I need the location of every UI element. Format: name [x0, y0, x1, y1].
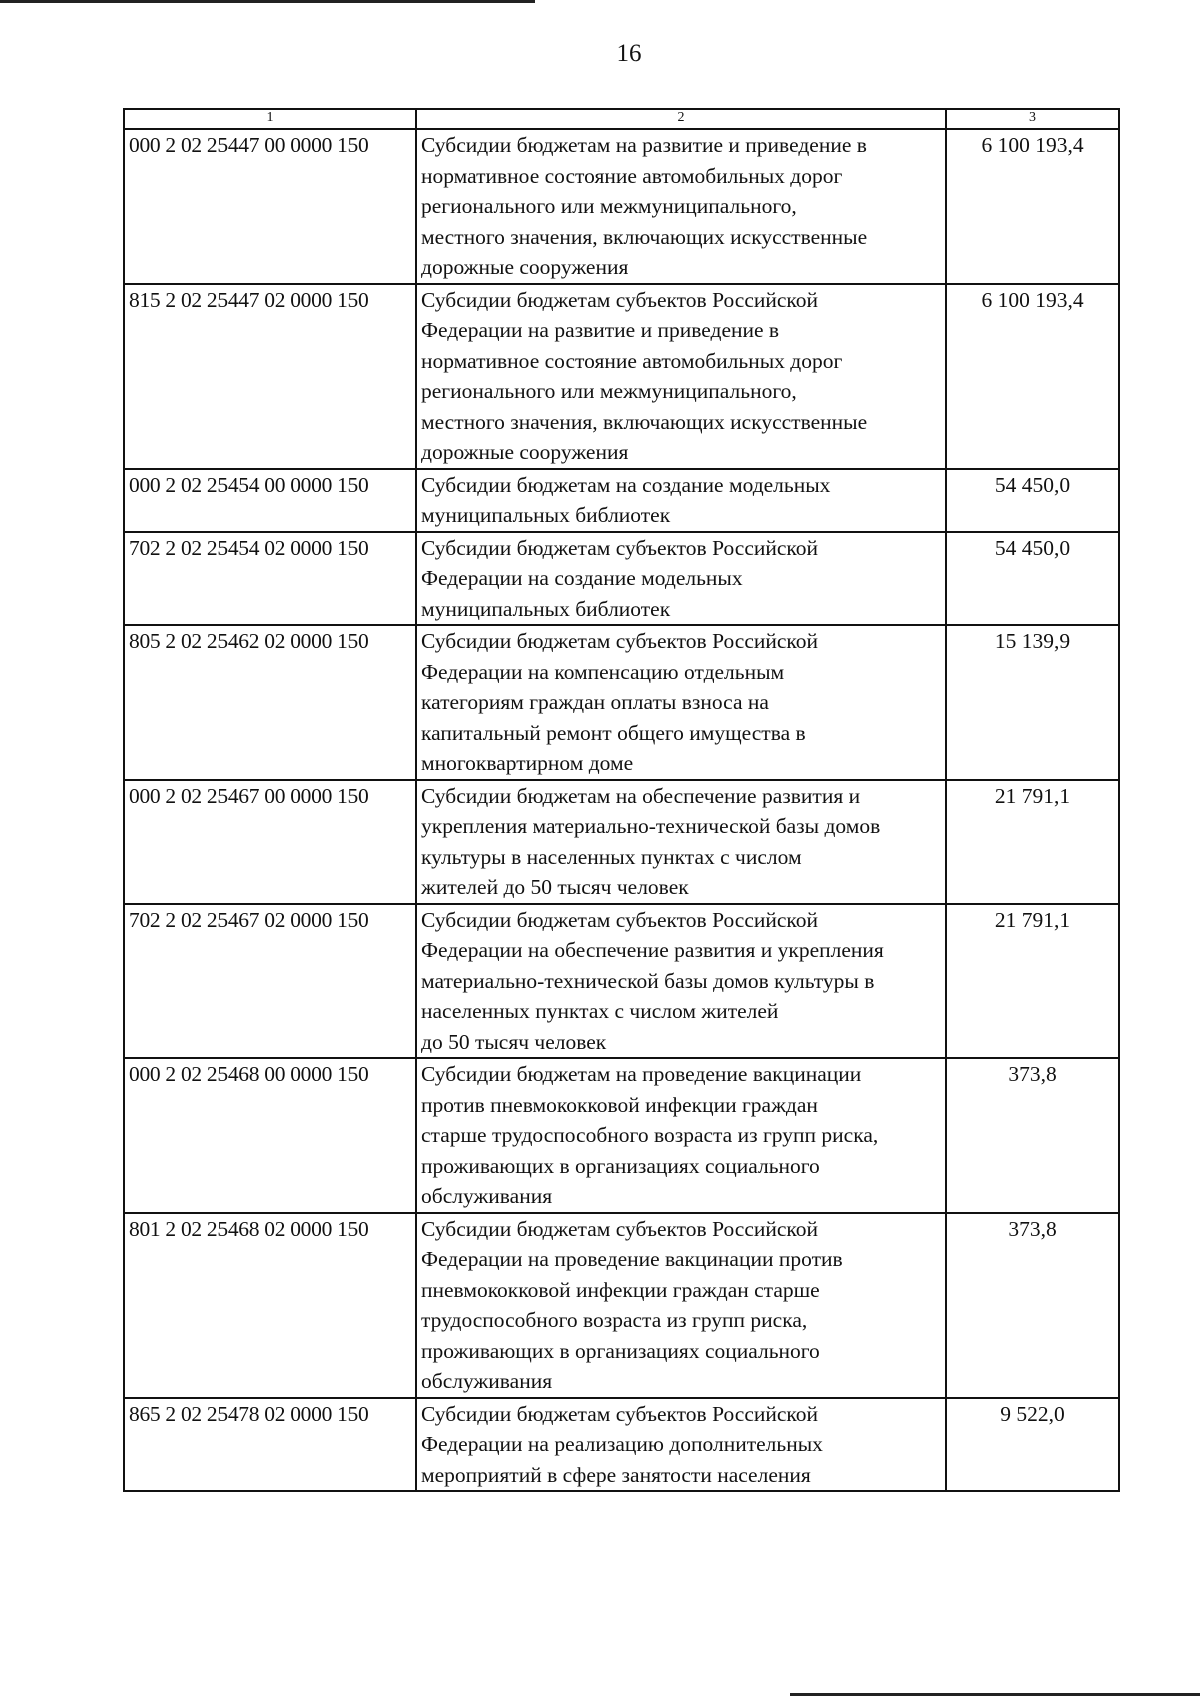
description-line: Субсидии бюджетам субъектов Российской: [421, 1216, 819, 1241]
table-row: [124, 284, 1119, 469]
description-line: Федерации на обеспечение развития и укрепления: [421, 938, 884, 962]
description-line: Субсидии бюджетам на создание модельных: [421, 472, 831, 497]
description-line: населенных пунктах с числом жителей: [421, 999, 779, 1023]
amount-cell: 15 139,9: [946, 625, 1119, 780]
table-row: [124, 129, 1119, 284]
description-cell: [416, 532, 946, 626]
amount-cell: 6 100 193,4: [946, 129, 1119, 284]
description-line: местного значения, включающих искусственные: [421, 409, 868, 434]
budget-code-cell: 801 2 02 25468 02 0000 150: [124, 1213, 416, 1398]
amount-cell: 54 450,0: [946, 469, 1119, 532]
description-line: регионального или межмуниципального,: [421, 379, 797, 403]
budget-code-cell: 815 2 02 25447 02 0000 150: [124, 284, 416, 469]
description-line: нормативное состояние автомобильных дорог: [421, 163, 843, 188]
amount-cell: 9 522,0: [946, 1398, 1119, 1492]
description-line: Федерации на проведение вакцинации против: [421, 1247, 843, 1271]
description-line: трудоспособного возраста из групп риска,: [421, 1308, 808, 1332]
description-line: Федерации на реализацию дополнительных: [421, 1432, 823, 1456]
amount-cell: 21 791,1: [946, 780, 1119, 904]
description-line: пневмококковой инфекции граждан старше: [421, 1277, 820, 1302]
description-line: мероприятий в сфере занятости населения: [421, 1462, 811, 1487]
budget-code-cell: 805 2 02 25462 02 0000 150: [124, 625, 416, 780]
description-line: Субсидии бюджетам на обеспечение развития и: [421, 783, 861, 808]
amount-cell: 54 450,0: [946, 532, 1119, 626]
description-line: Субсидии бюджетам субъектов Российской: [421, 1401, 819, 1426]
description-line: Субсидии бюджетам на развитие и приведение в: [421, 133, 867, 157]
description-line: материально-технической базы домов культуры в: [421, 968, 875, 993]
description-line: муниципальных библиотек: [421, 596, 671, 621]
description-line: жителей до 50 тысяч человек: [421, 875, 689, 899]
table-row: [124, 1213, 1119, 1398]
description-line: обслуживания: [421, 1369, 553, 1393]
description-line: дорожные сооружения: [421, 440, 629, 464]
table-body: [124, 129, 1119, 1491]
description-line: старше трудоспособного возраста из групп риска,: [421, 1123, 879, 1147]
budget-code-cell: 702 2 02 25467 02 0000 150: [124, 904, 416, 1059]
budget-code-cell: 000 2 02 25454 00 0000 150: [124, 469, 416, 532]
budget-code-cell: 000 2 02 25447 00 0000 150: [124, 129, 416, 284]
description-line: капитальный ремонт общего имущества в: [421, 720, 806, 745]
description-line: Федерации на создание модельных: [421, 566, 743, 590]
description-cell: [416, 469, 946, 532]
description-line: обслуживания: [421, 1184, 553, 1208]
column-header-amount: 3: [946, 109, 1119, 129]
description-line: местного значения, включающих искусственные: [421, 224, 868, 249]
budget-code-cell: 000 2 02 25467 00 0000 150: [124, 780, 416, 904]
description-line: проживающих в организациях социального: [421, 1338, 820, 1363]
description-line: Субсидии бюджетам на проведение вакцинации: [421, 1062, 862, 1086]
budget-code-cell: 702 2 02 25454 02 0000 150: [124, 532, 416, 626]
description-cell: [416, 129, 946, 284]
description-cell: [416, 284, 946, 469]
scan-edge-top: [0, 0, 535, 3]
description-line: Субсидии бюджетам субъектов Российской: [421, 907, 819, 932]
table-row: [124, 1398, 1119, 1492]
column-header-description: 2: [416, 109, 946, 129]
description-line: против пневмококковой инфекции граждан: [421, 1092, 818, 1117]
description-line: муниципальных библиотек: [421, 503, 671, 527]
description-line: Федерации на компенсацию отдельным: [421, 659, 785, 684]
description-line: Субсидии бюджетам субъектов Российской: [421, 629, 819, 653]
description-cell: [416, 904, 946, 1059]
description-line: Субсидии бюджетам субъектов Российской: [421, 535, 819, 560]
description-cell: [416, 1058, 946, 1213]
table-row: [124, 1058, 1119, 1213]
table-row: [124, 625, 1119, 780]
table-row: [124, 532, 1119, 626]
description-line: укрепления материально-технической базы домов: [421, 814, 881, 838]
column-header-code: 1: [124, 109, 416, 129]
description-line: многоквартирном доме: [421, 751, 634, 775]
table-row: [124, 904, 1119, 1059]
table-row: [124, 469, 1119, 532]
table-row: [124, 780, 1119, 904]
description-line: до 50 тысяч человек: [421, 1029, 607, 1054]
budget-table: [123, 108, 1120, 1492]
description-cell: [416, 1213, 946, 1398]
description-line: проживающих в организациях социального: [421, 1153, 820, 1178]
page-number: 16: [616, 40, 642, 67]
description-cell: [416, 780, 946, 904]
description-line: регионального или межмуниципального,: [421, 194, 797, 218]
amount-cell: 373,8: [946, 1058, 1119, 1213]
description-line: категориям граждан оплаты взноса на: [421, 690, 769, 714]
table-header: [124, 109, 1119, 129]
budget-code-cell: 000 2 02 25468 00 0000 150: [124, 1058, 416, 1213]
description-line: культуры в населенных пунктах с числом: [421, 844, 802, 869]
description-line: нормативное состояние автомобильных дорог: [421, 348, 843, 373]
amount-cell: 21 791,1: [946, 904, 1119, 1059]
header-row: [124, 109, 1119, 129]
description-cell: [416, 625, 946, 780]
description-line: Федерации на развитие и приведение в: [421, 318, 780, 342]
description-line: Субсидии бюджетам субъектов Российской: [421, 287, 819, 312]
description-line: дорожные сооружения: [421, 255, 629, 279]
budget-code-cell: 865 2 02 25478 02 0000 150: [124, 1398, 416, 1492]
amount-cell: 373,8: [946, 1213, 1119, 1398]
description-cell: [416, 1398, 946, 1492]
amount-cell: 6 100 193,4: [946, 284, 1119, 469]
